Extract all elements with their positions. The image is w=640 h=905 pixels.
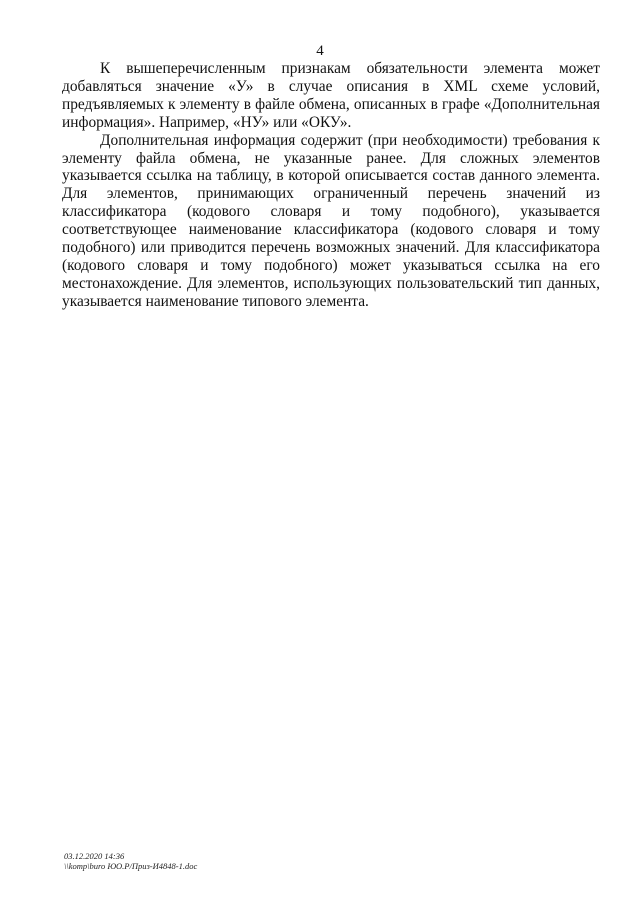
document-footer (64, 851, 364, 871)
page-number: 4 (316, 43, 324, 59)
paragraph-mandatory-attributes: К вышеперечисленным признакам обязательности элемента может добавляться значение «У» в случае описания в XML схеме условий, предъявляемых к элементу в файле обмена, описанных в графе «Дополнительная информация». Например, «НУ» или «ОКУ». (62, 60, 600, 131)
footer-file-path: \\komp\buro ЮО.Р/Приз-И4848-1.doc (64, 861, 198, 871)
footer-timestamp: 03.12.2020 14:36 (64, 851, 125, 861)
body-text (62, 60, 600, 311)
paragraph-additional-information: Дополнительная информация содержит (при необходимости) требования к элементу файла обмена, не указанные ранее. Для сложных элементов указывается ссылка на таблицу, в которой описывается состав данного элемента. Для элементов, принимающих ограниченный перечень значений из классификатора (кодового словаря и тому подобного), указывается соответствующее наименование классификатора (кодового словаря и тому подобного) или приводится перечень возможных значений. Для классификатора (кодового словаря и тому подобного) может указываться ссылка на его местонахождение. Для элементов, использующих пользовательский тип данных, указывается наименование типового элемента. (62, 131, 600, 310)
